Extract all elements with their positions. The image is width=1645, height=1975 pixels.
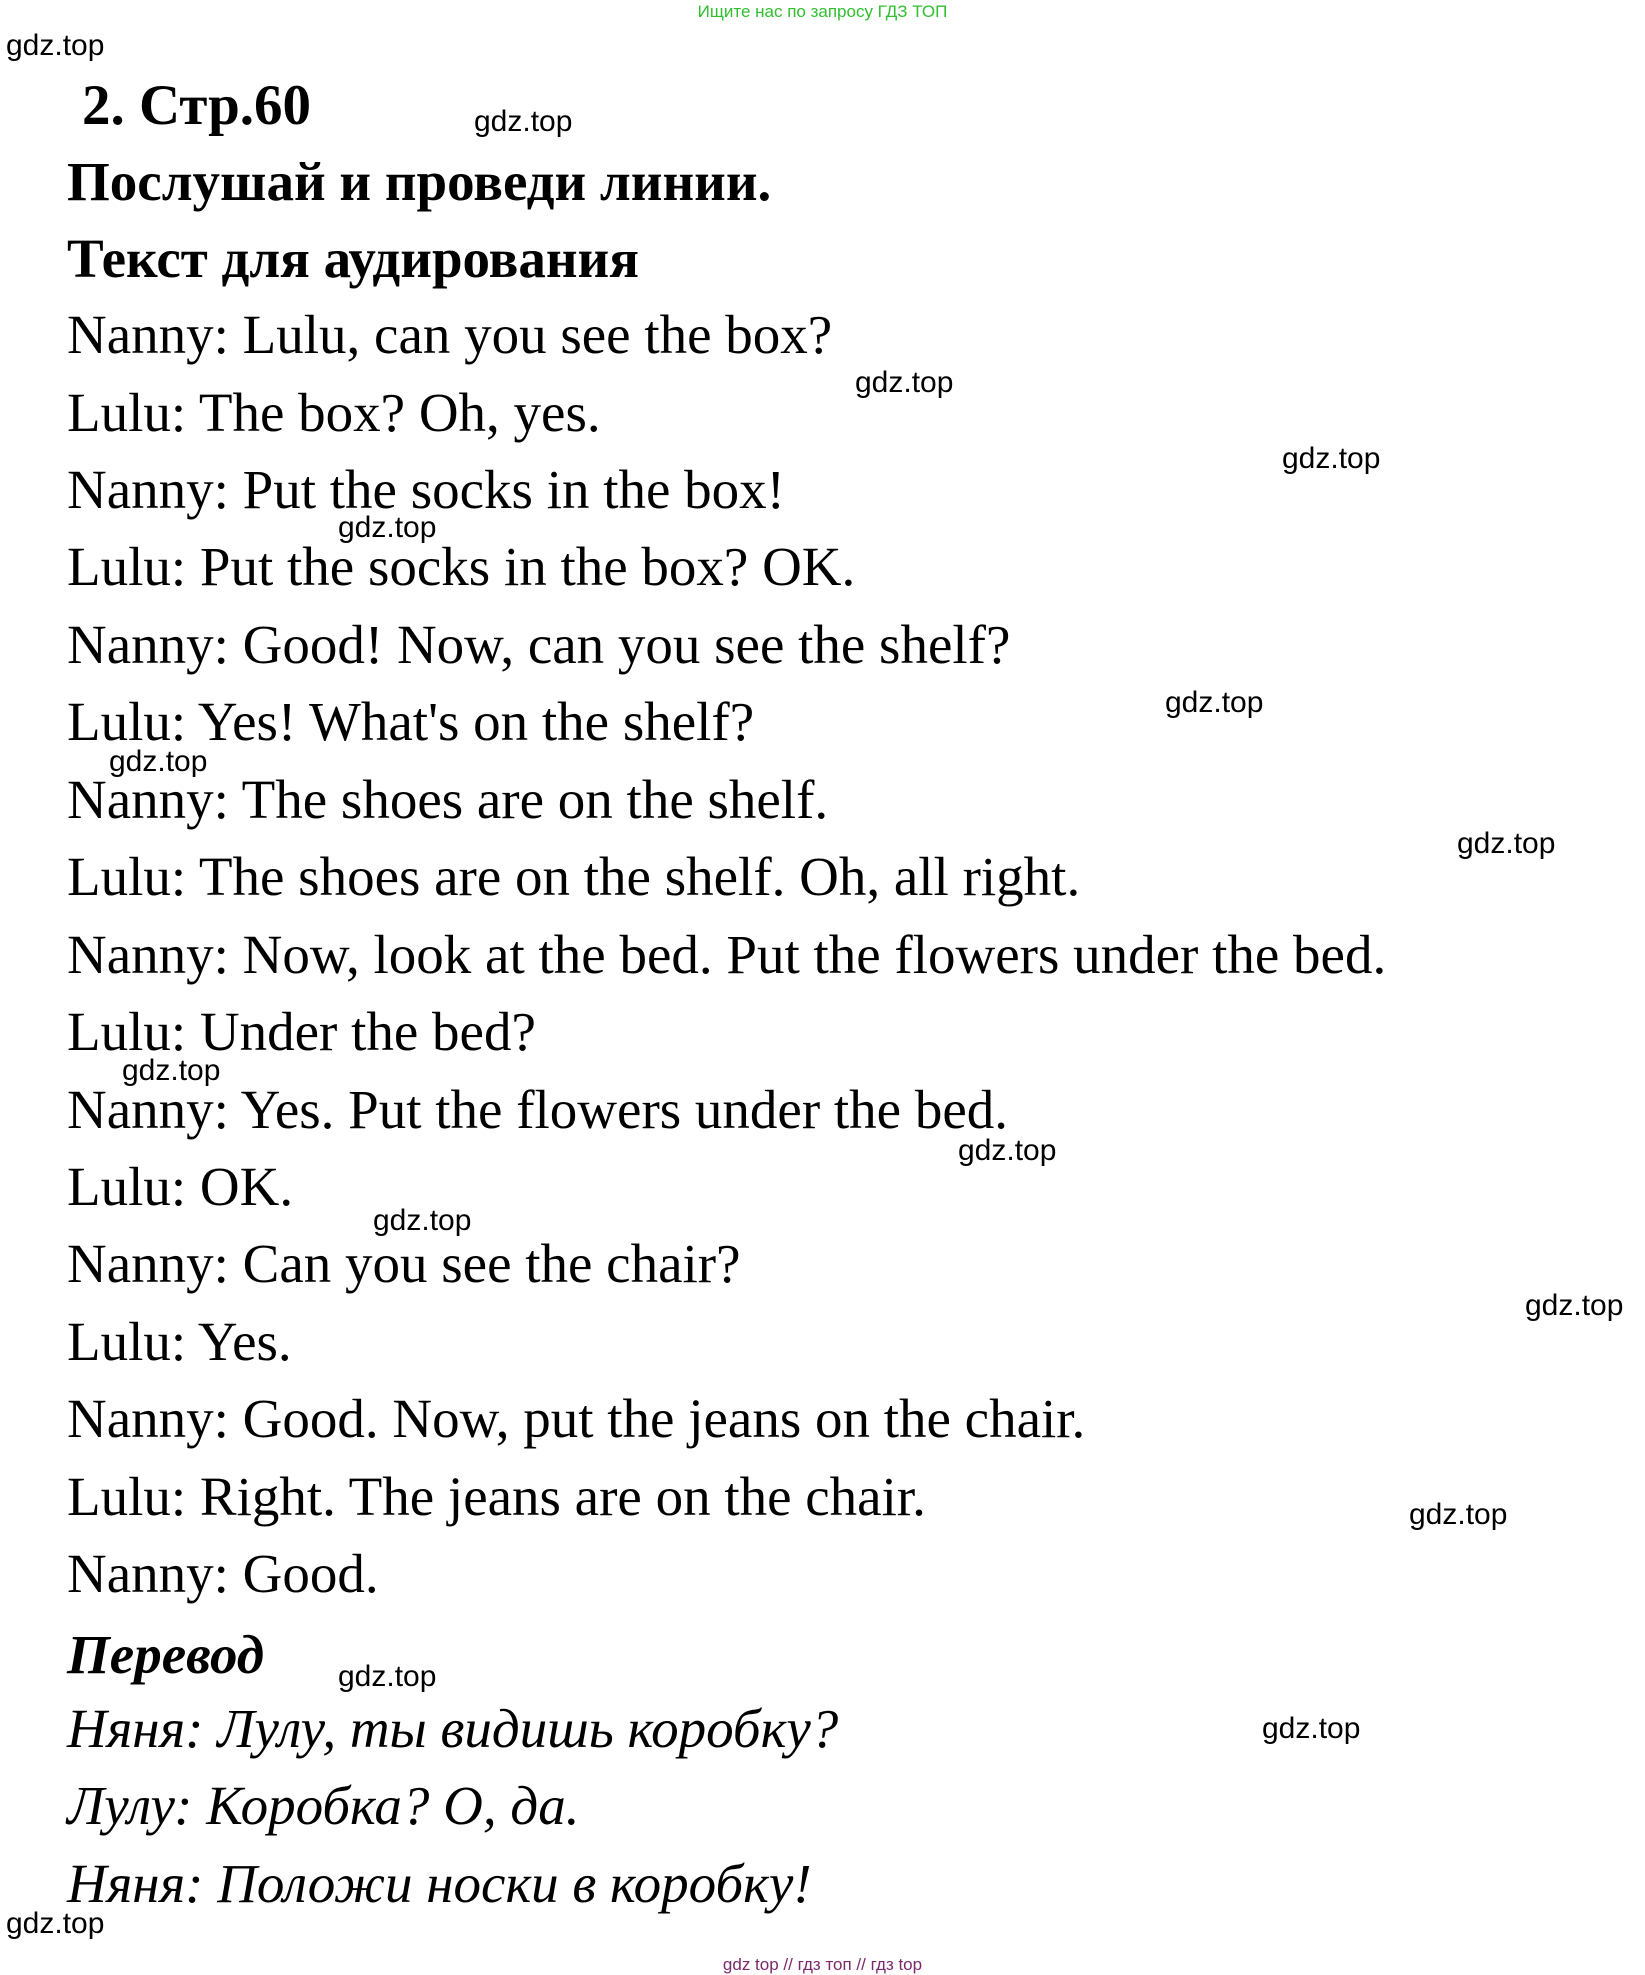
dialogue-line: Lulu: Under the bed? xyxy=(67,1001,536,1062)
watermark: gdz.top xyxy=(338,511,437,544)
translation-line: Няня: Лулу, ты видишь коробку? xyxy=(67,1698,839,1759)
watermark: gdz.top xyxy=(6,1907,105,1940)
watermark: gdz.top xyxy=(1525,1289,1624,1322)
exercise-number: 2. Стр.60 xyxy=(82,74,312,137)
watermark: gdz.top xyxy=(122,1054,221,1087)
dialogue-line: Lulu: The box? Oh, yes. xyxy=(67,382,601,443)
dialogue-line: Nanny: Good! Now, can you see the shelf? xyxy=(67,614,1011,675)
dialogue-line: Lulu: Put the socks in the box? OK. xyxy=(67,536,856,597)
dialogue-line: Lulu: Right. The jeans are on the chair. xyxy=(67,1466,926,1527)
dialogue-line: Nanny: Good. xyxy=(67,1543,379,1604)
watermark: gdz.top xyxy=(1409,1498,1508,1531)
watermark: gdz.top xyxy=(474,105,573,138)
dialogue-line: Nanny: Put the socks in the box! xyxy=(67,459,785,520)
dialogue-line: Lulu: The shoes are on the shelf. Oh, all right. xyxy=(67,846,1081,907)
dialogue-line: Lulu: OK. xyxy=(67,1156,294,1217)
dialogue-line: Nanny: The shoes are on the shelf. xyxy=(67,769,829,830)
search-banner: Ищите нас по запросу ГДЗ ТОП xyxy=(697,2,948,21)
watermark: gdz.top xyxy=(373,1204,472,1237)
translation-line: Няня: Положи носки в коробку! xyxy=(67,1853,812,1914)
translation-line: Лулу: Коробка? О, да. xyxy=(67,1775,580,1836)
watermark: gdz.top xyxy=(1262,1712,1361,1745)
watermark: gdz.top xyxy=(338,1660,437,1693)
watermark: gdz.top xyxy=(6,29,105,62)
dialogue-line: Lulu: Yes. xyxy=(67,1311,292,1372)
dialogue-line: Nanny: Good. Now, put the jeans on the chair. xyxy=(67,1388,1086,1449)
translation-title: Перевод xyxy=(67,1624,265,1685)
section-title: Текст для аудирования xyxy=(67,228,639,289)
dialogue-line: Nanny: Now, look at the bed. Put the flowers under the bed. xyxy=(67,924,1387,985)
dialogue-line: Lulu: Yes! What's on the shelf? xyxy=(67,691,755,752)
task-instruction: Послушай и проведи линии. xyxy=(67,151,772,212)
watermark: gdz.top xyxy=(855,366,954,399)
watermark: gdz.top xyxy=(1457,827,1556,860)
dialogue-line: Nanny: Lulu, can you see the box? xyxy=(67,304,833,365)
watermark: gdz.top xyxy=(1282,442,1381,475)
watermark: gdz.top xyxy=(109,745,208,778)
dialogue-line: Nanny: Yes. Put the flowers under the bed. xyxy=(67,1079,1008,1140)
dialogue-line: Nanny: Can you see the chair? xyxy=(67,1233,741,1294)
watermark: gdz.top xyxy=(1165,686,1264,719)
footer-banner: gdz top // гдз топ // гдз top xyxy=(722,1955,923,1974)
watermark: gdz.top xyxy=(958,1134,1057,1167)
